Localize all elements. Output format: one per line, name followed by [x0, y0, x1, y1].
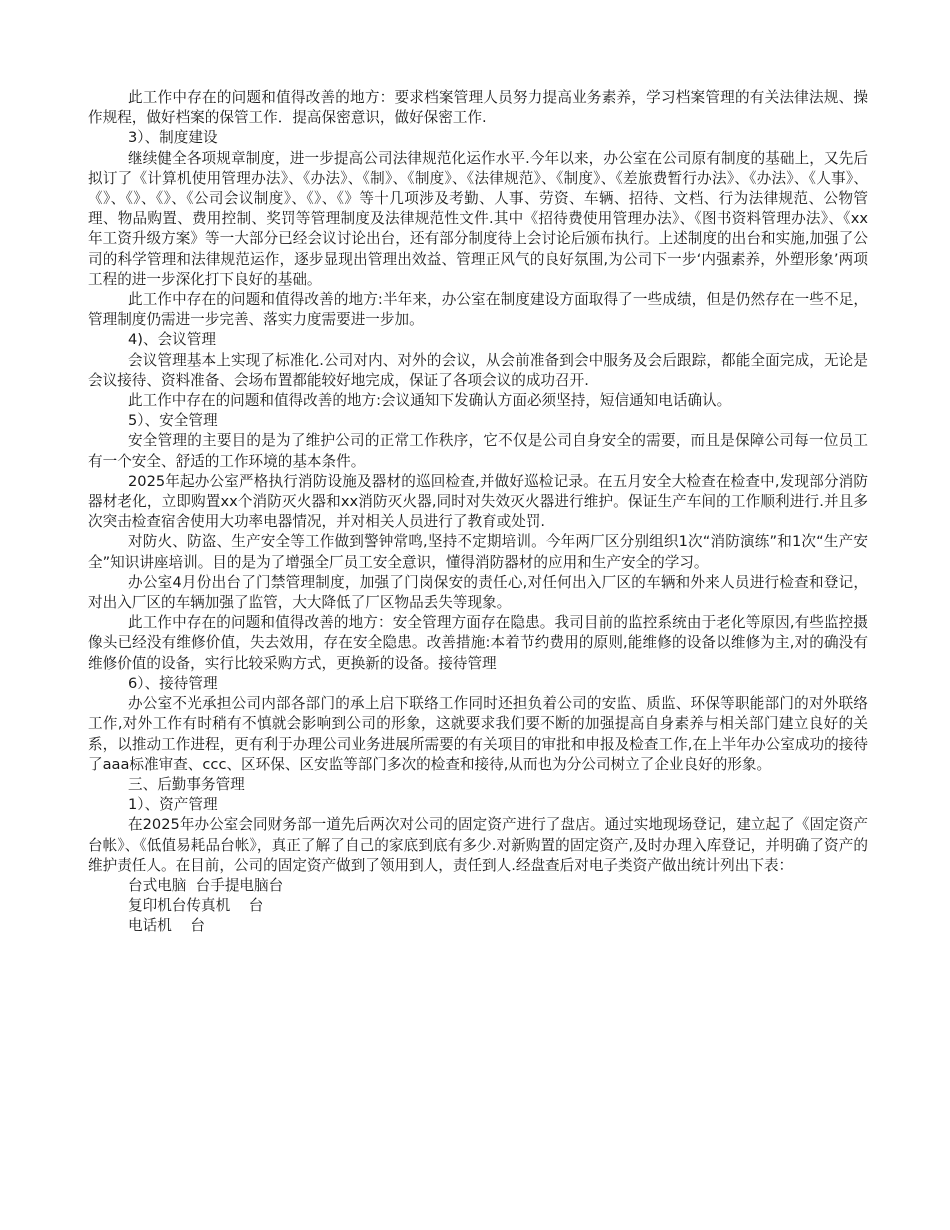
paragraph: 在2025年办公室会同财务部一道先后两次对公司的固定资产进行了盘店。通过实地现场登记，建立起了《固定资产台帐》、《低值易耗品台帐》，真正了解了自己的家底到底有多少.对新购置的固定资产,及时办理入库登记，并明确了资产的维护责任人。在目前，公司的固定资产做到了领用到人，责任到人.经盘查后对电子类资产做出统计列出下表： — [88, 816, 868, 874]
section-heading: 5）、安全管理 — [128, 412, 218, 430]
paragraph: 办公室不光承担公司内部各部门的承上启下联络工作同时还担负着公司的安监、质监、环保等职能部门的对外联络工作,对外工作有时稍有不慎就会影响到公司的形象，这就要求我们要不断的加强提高自身素养与相关部门建立良好的关系，以推动工作进程，更有利于办理公司业务进展所需要的有关项目的审批和申报及检查工作,在上半年办公室成功的接待了aaa标准审查、ccc、区环保、区安监等部门多次的检查和接待,从而也为分公司树立了企业良好的形象。 — [88, 695, 868, 773]
document-page — [88, 88, 868, 937]
section-heading: 1）、资产管理 — [128, 796, 218, 814]
section-heading: 4)、会议管理 — [128, 331, 216, 349]
paragraph: 办公室4月份出台了门禁管理制度，加强了门岗保安的责任心,对任何出入厂区的车辆和外来人员进行检查和登记，对出入厂区的车辆加强了监管，大大降低了厂区物品丢失等现象。 — [88, 573, 868, 612]
asset-list-item: 复印机台传真机 台 — [128, 897, 264, 915]
paragraph: 此工作中存在的问题和值得改善的地方:会议通知下发确认方面必须坚持，短信通知电话确认。 — [128, 392, 732, 410]
asset-list-item: 台式电脑 台手提电脑台 — [128, 876, 284, 894]
asset-list-item: 电话机 台 — [128, 917, 205, 935]
paragraph: 此工作中存在的问题和值得改善的地方:半年来，办公室在制度建设方面取得了一些成绩，但是仍然存在一些不足，管理制度仍需进一步完善、落实力度需要进一步加。 — [88, 291, 868, 329]
paragraph: 此工作中存在的问题和值得改善的地方：要求档案管理人员努力提高业务素养，学习档案管理的有关法律法规、操作规程，做好档案的保管工作．提高保密意识，做好保密工作. — [88, 89, 868, 127]
paragraph: 继续健全各项规章制度，进一步提高公司法律规范化运作水平.今年以来，办公室在公司原有制度的基础上，又先后拟订了《计算机使用管理办法》、《办法》、《制》、《制度》、《法律规范》、《制度》、《差旅费暂行办法》、《办法》、《人事》、《》、《》、《》、《公司会议制度》、《》、《》等十几项涉及考勤、人事、劳资、车辆、招待、文档、行为法律规范、公物管理、物品购置、费用控制、奖罚等管理制度及法律规范性文件.其中《招待费使用管理办法》、《图书资料管理办法》、《xx年工资升级方案》等一大部分已经会议讨论出台，还有部分制度待上会讨论后颁布执行。上述制度的出台和实施,加强了公司的科学管理和法律规范运作，逐步显现出管理出效益、管理正风气的良好氛围,为公司下一步‘内强素养，外塑形象’两项工程的进一步深化打下良好的基础。 — [88, 149, 868, 288]
section-heading: 三、后勤事务管理 — [128, 775, 245, 793]
paragraph: 会议管理基本上实现了标准化.公司对内、对外的会议，从会前准备到会中服务及会后跟踪，都能全面完成，无论是会议接待、资料准备、会场布置都能较好地完成，保证了各项会议的成功召开. — [88, 351, 868, 389]
paragraph: 2025年起办公室严格执行消防设施及器材的巡回检查,并做好巡检记录。在五月安全大检查在检查中,发现部分消防器材老化，立即购置xx个消防灭火器和xx消防灭火器,同时对失效灭火器进行维护。保证生产车间的工作顺利进行.并且多次突击检查宿舍使用大功率电器情况，并对相关人员进行了教育或处罚. — [88, 472, 868, 531]
paragraph: 对防火、防盗、生产安全等工作做到警钟常鸣,坚持不定期培训。今年两厂区分别组织1次“消防演练”和1次“生产安全”知识讲座培训。目的是为了增强全厂员工安全意识，懂得消防器材的应用和生产安全的学习。 — [88, 533, 868, 571]
section-heading: 6）、接待管理 — [128, 674, 218, 692]
section-heading: 3）、制度建设 — [128, 129, 218, 147]
paragraph: 安全管理的主要目的是为了维护公司的正常工作秩序，它不仅是公司自身安全的需要，而且是保障公司每一位员工有一个安全、舒适的工作环境的基本条件。 — [88, 432, 868, 470]
paragraph: 此工作中存在的问题和值得改善的地方：安全管理方面存在隐患。我司目前的监控系统由于老化等原因,有些监控摄像头已经没有维修价值，失去效用，存在安全隐患。改善措施:本着节约费用的原则,能维修的设备以维修为主,对的确没有维修价值的设备，实行比较采购方式，更换新的设备。接待管理 — [88, 614, 868, 672]
